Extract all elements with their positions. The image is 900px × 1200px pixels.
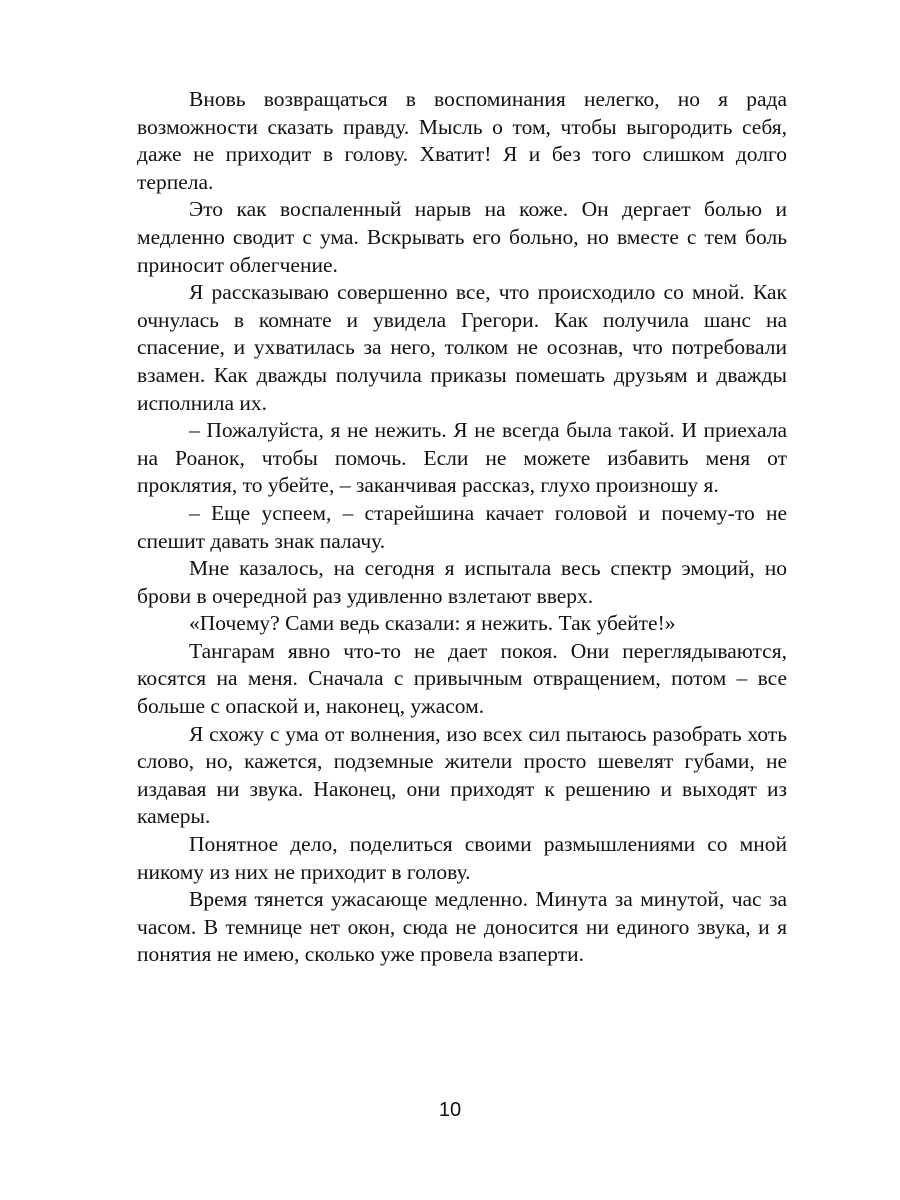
paragraph-4: – Пожалуйста, я не нежить. Я не всегда была такой. И приехала на Роанок, чтобы помочь. Если не можете избавить меня от проклятия, то убейте, – заканчивая рассказ, глухо произношу я.	[137, 418, 787, 498]
page-body	[137, 86, 787, 969]
paragraph-11: Время тянется ужасающе медленно. Минута за минутой, час за часом. В темнице нет окон, сюда не доносится ни единого звука, и я понятия не имею, сколько уже провела взаперти.	[137, 887, 787, 967]
paragraph-7: «Почему? Сами ведь сказали: я нежить. Так убейте!»	[189, 611, 676, 636]
page-number: 10	[438, 1099, 462, 1121]
paragraph-6: Мне казалось, на сегодня я испытала весь спектр эмоций, но брови в очередной раз удивленно взлетают вверх.	[137, 556, 787, 608]
paragraph-2: Это как воспаленный нарыв на коже. Он дергает болью и медленно сводит с ума. Вскрывать его больно, но вместе с тем боль приносит облегчение.	[137, 197, 787, 277]
paragraph-8: Тангарам явно что-то не дает покоя. Они переглядываются, косятся на меня. Сначала с привычным отвращением, потом – все больше с опаской и, наконец, ужасом.	[137, 638, 787, 719]
paragraph-5: – Еще успеем, – старейшина качает головой и почему-то не спешит давать знак палачу.	[137, 500, 787, 553]
paragraph-3: Я рассказываю совершенно все, что происходило со мной. Как очнулась в комнате и увидела Грегори. Как получила шанс на спасение, и ухватилась за него, толком не осознав, что потребовали взамен. Как дважды получила приказы помешать друзьям и дважды исполнила их.	[137, 280, 787, 415]
paragraph-9: Я схожу с ума от волнения, изо всех сил пытаюсь разобрать хоть слово, но, кажется, подземные жители просто шевелят губами, не издавая ни звука. Наконец, они приходят к решению и выходят из камеры.	[137, 721, 787, 829]
paragraph-10: Понятное дело, поделиться своими размышлениями со мной никому из них не приходит в голову.	[137, 832, 787, 884]
paragraph-1: Вновь возвращаться в воспоминания нелегко, но я рада возможности сказать правду. Мысль о том, чтобы выгородить себя, даже не приходит в голову. Хватит! Я и без того слишком долго терпела.	[137, 87, 787, 194]
